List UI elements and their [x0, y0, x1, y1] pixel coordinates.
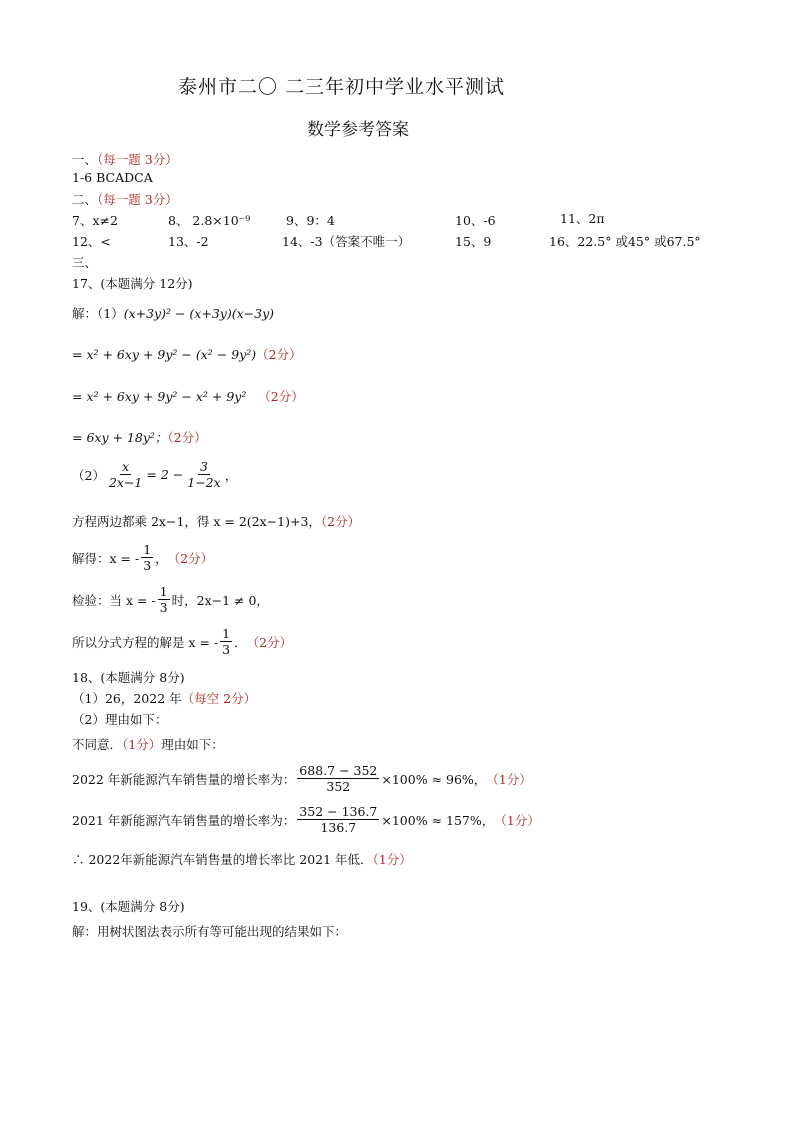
fraction: $\frac{1}{3}$ — [143, 542, 152, 573]
q17-part2-equation: （2） $\frac{x}{2x-1}$ = 2 − $\frac{3}{1-2x}$ ， — [72, 459, 238, 490]
score-note: （每一题 3分） — [97, 152, 178, 167]
score-note: （2分） — [167, 550, 214, 566]
q17-solution: 解得：x = - $\frac{1}{3}$ ， （2分） — [72, 542, 214, 573]
fraction: $\frac{688.7 - 352}{352}$ — [299, 763, 378, 794]
score-note: （1分） — [486, 771, 532, 787]
score-note: （1分） — [122, 737, 162, 752]
score-note: （每一题 3分） — [97, 192, 178, 207]
answer-16: 16、22.5° 或45° 或67.5° — [549, 234, 701, 249]
q17-line1: 解：（1）(x+3y)² − (x+3y)(x−3y) — [72, 306, 275, 321]
q19-text: 解：用树状图法表示所有等可能出现的结果如下： — [72, 924, 348, 939]
q17-line3: = x² + 6xy + 9y² − x² + 9y² （2分） — [72, 389, 304, 404]
answer-9: 9、9：4 — [286, 213, 335, 228]
page-subtitle: 数学参考答案 — [307, 120, 409, 140]
answer-15: 15、9 — [455, 234, 492, 249]
q17-conclusion: 所以分式方程的解是 x = - $\frac{1}{3}$ ． （2分） — [72, 626, 293, 657]
answer-7: 7、x≠2 — [72, 213, 118, 228]
q17-line2: = x² + 6xy + 9y² − (x² − 9y²)（2分） — [72, 347, 302, 362]
score-note: （2分） — [167, 430, 207, 445]
q18-conclusion: ∴ 2022年新能源汽车销售量的增长率比 2021 年低．（1分） — [72, 852, 412, 867]
score-note: （2分） — [258, 389, 304, 404]
section1-answers: 1-6 BCADCA — [72, 170, 153, 185]
fraction: $\frac{1}{3}$ — [159, 584, 168, 615]
score-note: （2分） — [246, 634, 293, 650]
section2-heading: 二、（每一题 3分） — [72, 192, 178, 207]
q19-header: 19、(本题满分 8分) — [72, 899, 185, 914]
q18-part2: （2）理由如下： — [72, 712, 168, 727]
answer-13: 13、-2 — [168, 234, 209, 249]
fraction: $\frac{3}{1-2x}$ — [187, 459, 221, 490]
q18-disagree: 不同意．（1分）理由如下： — [72, 737, 224, 752]
score-note: （2分） — [320, 514, 361, 529]
fraction: $\frac{352 - 136.7}{136.7}$ — [299, 804, 378, 835]
page-title: 泰州市二〇 二三年初中学业水平测试 — [178, 76, 506, 98]
q18-rate-2022: 2022 年新能源汽车销售量的增长率为： $\frac{688.7 - 352}{352}$ ×100% ≈ 96%， （1分） — [72, 763, 532, 794]
q17-header: 17、(本题满分 12分) — [72, 276, 193, 291]
answer-12: 12、< — [72, 234, 111, 249]
q18-rate-2021: 2021 年新能源汽车销售量的增长率为： $\frac{352 - 136.7}{136.7}$ ×100% ≈ 157%， （1分） — [72, 804, 540, 835]
score-note: （1分） — [372, 852, 412, 867]
score-note: （2分） — [256, 347, 302, 362]
q17-line6: 方程两边都乘 2x−1，得 x = 2(2x−1)+3，（2分） — [72, 514, 361, 529]
answer-8: 8、 2.8×10⁻⁹ — [168, 213, 251, 228]
score-note: （1分） — [494, 812, 540, 828]
section1-heading: 一、（每一题 3分） — [72, 152, 178, 167]
answer-10: 10、-6 — [455, 213, 496, 228]
fraction: $\frac{x}{2x-1}$ — [108, 459, 143, 490]
q17-line4: = 6xy + 18y²；（2分） — [72, 430, 207, 445]
q18-header: 18、(本题满分 8分) — [72, 670, 185, 685]
answer-11: 11、2π — [560, 211, 605, 226]
q17-check: 检验：当 x = - $\frac{1}{3}$ 时，2x−1 ≠ 0， — [72, 584, 269, 615]
score-note: （每空 2分） — [181, 691, 257, 706]
answer-14: 14、-3（答案不唯一） — [282, 234, 411, 249]
fraction: $\frac{1}{3}$ — [222, 626, 231, 657]
q18-part1: （1）26，2022 年（每空 2分） — [72, 691, 257, 706]
section3-heading: 三、 — [72, 255, 98, 270]
